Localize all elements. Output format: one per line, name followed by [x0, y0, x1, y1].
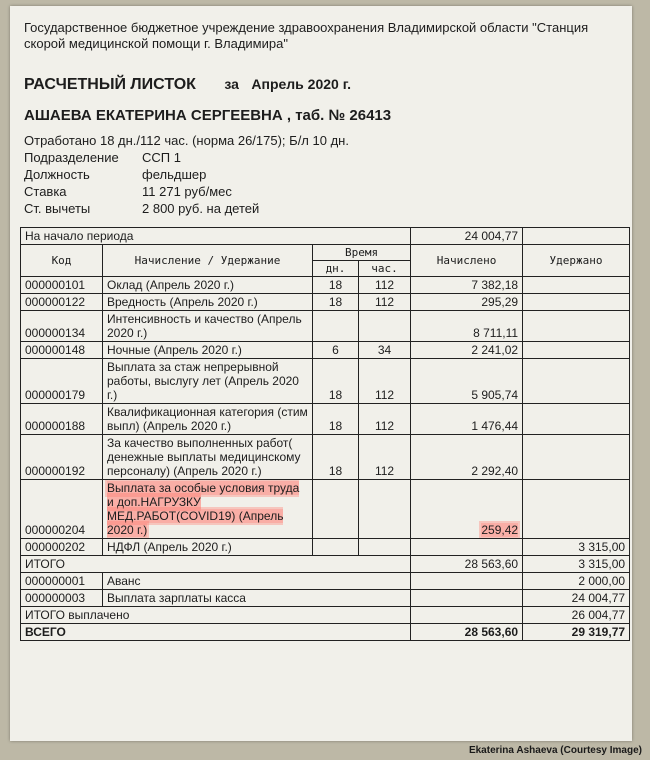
info-label: Должность	[24, 167, 90, 182]
info-value: 2 800 руб. на детей	[142, 201, 260, 216]
row-withheld	[523, 277, 630, 294]
row-hours: 112	[359, 404, 411, 435]
row-accrued: 2 292,40	[411, 435, 523, 480]
empty-cell	[411, 573, 523, 590]
employee-info	[24, 132, 349, 217]
row-name: Вредность (Апрель 2020 г.)	[103, 294, 313, 311]
row-hours: 112	[359, 435, 411, 480]
info-row-deductions	[24, 200, 349, 217]
row-hours: 34	[359, 342, 411, 359]
row-withheld	[523, 342, 630, 359]
row-code: 000000122	[21, 294, 103, 311]
row-accrued	[411, 539, 523, 556]
payment-code: 000000001	[21, 573, 103, 590]
row-hours: 112	[359, 277, 411, 294]
payslip-title-row	[24, 76, 351, 94]
period: Апрель 2020 г.	[251, 76, 352, 92]
row-name: Квалификационная категория (стим выпл) (Апрель 2020 г.)	[103, 404, 313, 435]
itogo-accrued: 28 563,60	[411, 556, 523, 573]
row-hours: 112	[359, 359, 411, 404]
row-withheld	[523, 480, 630, 539]
row-code: 000000204	[21, 480, 103, 539]
table-row	[21, 435, 630, 480]
table-row	[21, 342, 630, 359]
row-days	[313, 539, 359, 556]
opening-balance-row	[21, 228, 630, 245]
row-hours: 112	[359, 294, 411, 311]
row-withheld	[523, 359, 630, 404]
header-withheld: Удержано	[523, 245, 630, 277]
info-value: фельдшер	[142, 167, 207, 182]
total-accrued: 28 563,60	[411, 624, 523, 641]
header-time: Время	[313, 245, 411, 261]
row-name: Выплата за стаж непрерывной работы, выслугу лет (Апрель 2020 г.)	[103, 359, 313, 404]
info-row-department	[24, 149, 349, 166]
employee-name: АШАЕВА ЕКАТЕРИНА СЕРГЕЕВНА , таб. № 26413	[24, 107, 392, 124]
highlighted-covid-name: Выплата за особые условия труда и доп.НАГРУЗКУ МЕД.РАБОТ(COVID19) (Апрель 2020 г.)	[107, 481, 300, 537]
row-days: 18	[313, 404, 359, 435]
info-label: Ставка	[24, 184, 67, 199]
row-code: 000000188	[21, 404, 103, 435]
org-line-2: скорой медицинской помощи г. Владимира"	[24, 36, 288, 51]
header-code: Код	[21, 245, 103, 277]
itogo-paid-amount: 26 004,77	[523, 607, 630, 624]
row-name: Интенсивность и качество (Апрель 2020 г.)	[103, 311, 313, 342]
empty-cell	[411, 590, 523, 607]
payment-name: Выплата зарплаты касса	[103, 590, 411, 607]
empty-cell	[411, 607, 523, 624]
info-row-rate	[24, 183, 349, 200]
total-row	[21, 624, 630, 641]
period-prefix: за	[224, 76, 239, 92]
payslip-title: РАСЧЕТНЫЙ ЛИСТОК	[24, 76, 196, 93]
row-days	[313, 480, 359, 539]
table-row	[21, 294, 630, 311]
row-hours	[359, 480, 411, 539]
table-row	[21, 404, 630, 435]
itogo-paid-label: ИТОГО выплачено	[21, 607, 411, 624]
payment-amount: 2 000,00	[523, 573, 630, 590]
info-label: Подразделение	[24, 150, 119, 165]
table-row-covid-highlighted	[21, 480, 630, 539]
row-accrued: 7 382,18	[411, 277, 523, 294]
highlighted-covid-amount: 259,42	[481, 523, 519, 537]
header-hours: час.	[359, 261, 411, 277]
organization-header	[24, 20, 624, 52]
photo-caption: Ekaterina Ashaeva (Courtesy Image)	[468, 745, 642, 756]
info-value: ССП 1	[142, 150, 181, 165]
table-header-row	[21, 245, 630, 261]
header-days: дн.	[313, 261, 359, 277]
itogo-paid-row	[21, 607, 630, 624]
row-days: 18	[313, 359, 359, 404]
row-hours	[359, 539, 411, 556]
row-name: Оклад (Апрель 2020 г.)	[103, 277, 313, 294]
row-withheld	[523, 294, 630, 311]
total-label: ВСЕГО	[21, 624, 411, 641]
payment-row	[21, 573, 630, 590]
payment-name: Аванс	[103, 573, 411, 590]
table-row	[21, 539, 630, 556]
row-code: 000000192	[21, 435, 103, 480]
opening-balance-value: 24 004,77	[411, 228, 523, 245]
header-name: Начисление / Удержание	[103, 245, 313, 277]
payment-amount: 24 004,77	[523, 590, 630, 607]
itogo-withheld: 3 315,00	[523, 556, 630, 573]
payment-row	[21, 590, 630, 607]
row-days: 18	[313, 294, 359, 311]
row-code: 000000202	[21, 539, 103, 556]
itogo-row	[21, 556, 630, 573]
row-withheld	[523, 404, 630, 435]
row-withheld: 3 315,00	[523, 539, 630, 556]
opening-balance-label: На начало периода	[21, 228, 411, 245]
total-withheld: 29 319,77	[523, 624, 630, 641]
payment-code: 000000003	[21, 590, 103, 607]
row-accrued: 1 476,44	[411, 404, 523, 435]
org-line-1: Государственное бюджетное учреждение здравоохранения Владимирской области "Станция	[24, 20, 589, 35]
row-accrued	[411, 480, 523, 539]
header-accrued: Начислено	[411, 245, 523, 277]
table-row	[21, 359, 630, 404]
row-code: 000000179	[21, 359, 103, 404]
row-withheld	[523, 311, 630, 342]
table-row	[21, 311, 630, 342]
row-name: НДФЛ (Апрель 2020 г.)	[103, 539, 313, 556]
row-days: 6	[313, 342, 359, 359]
info-label: Ст. вычеты	[24, 201, 91, 216]
worked-summary: Отработано 18 дн./112 час. (норма 26/175); Б/л 10 дн.	[24, 133, 349, 148]
payslip-table	[20, 227, 630, 641]
row-days: 18	[313, 435, 359, 480]
row-withheld	[523, 435, 630, 480]
row-accrued: 2 241,02	[411, 342, 523, 359]
itogo-label: ИТОГО	[21, 556, 411, 573]
row-days: 18	[313, 277, 359, 294]
row-accrued: 5 905,74	[411, 359, 523, 404]
table-row	[21, 277, 630, 294]
row-code: 000000148	[21, 342, 103, 359]
row-accrued: 295,29	[411, 294, 523, 311]
row-name: За качество выполненных работ( денежные выплаты медицинскому персоналу) (Апрель 2020 г.)	[103, 435, 313, 480]
row-code: 000000101	[21, 277, 103, 294]
row-accrued: 8 711,11	[411, 311, 523, 342]
row-code: 000000134	[21, 311, 103, 342]
info-row-position	[24, 166, 349, 183]
row-name	[103, 480, 313, 539]
row-days	[313, 311, 359, 342]
empty-cell	[523, 228, 630, 245]
row-name: Ночные (Апрель 2020 г.)	[103, 342, 313, 359]
row-hours	[359, 311, 411, 342]
info-value: 11 271 руб/мес	[142, 184, 232, 199]
